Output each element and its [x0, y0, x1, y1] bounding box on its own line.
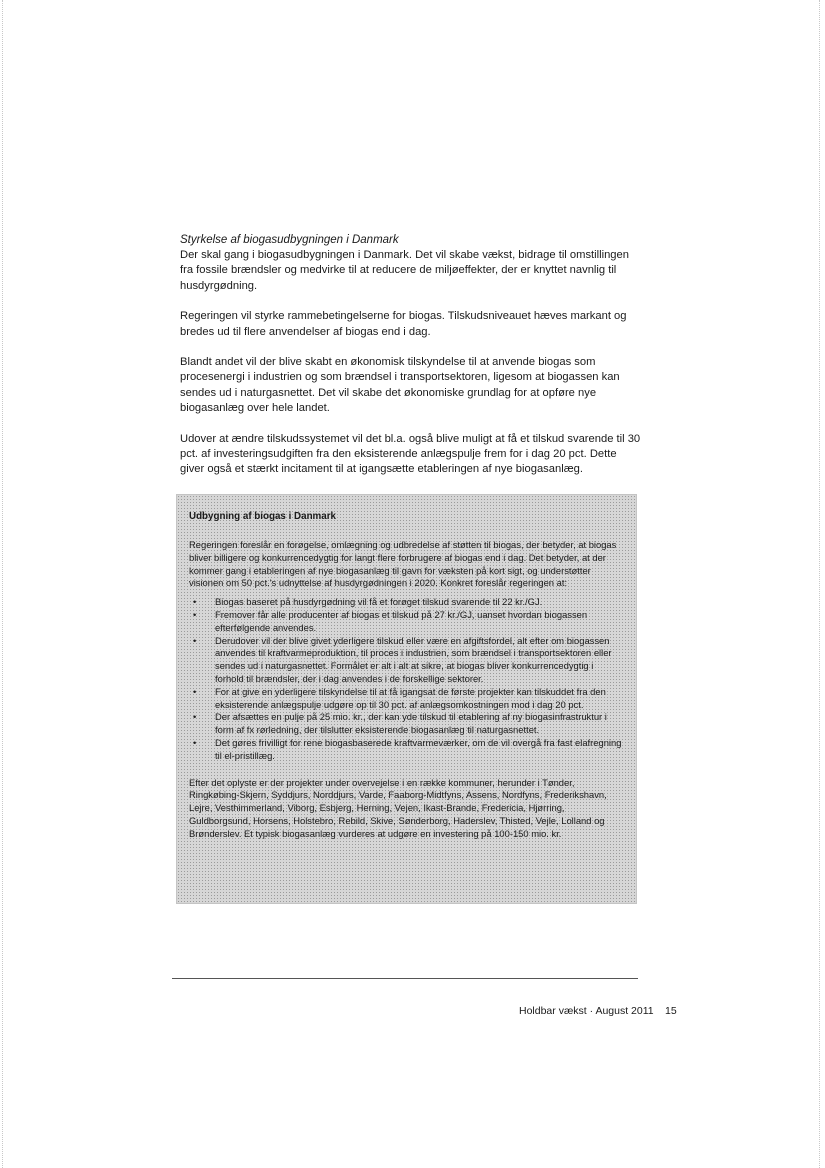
list-item-text: Der afsættes en pulje på 25 mio. kr., der kan yde tilskud til etablering af ny biogasinfrastruktur i form af fx rørledning, der tilslutter eksisterende biogasanlæg til naturgasnettet.: [215, 711, 607, 736]
scan-right-edge: [819, 0, 820, 1168]
list-item: [189, 609, 624, 635]
info-box-intro: Regeringen foreslår en forøgelse, omlægning og udbredelse af støtten til biogas, der betyder, at biogas bliver billigere og konkurrencedygtig for langt flere forbrugere af biogas end i dag. Det betyder, at der kommer gang i etableringen af nye biogasanlæg til gavn for væksten på kort sigt, og understøtter visionen om 50 pct.'s udnyttelse af husdyrgødningen i 2020. Konkret foreslår regeringen at:: [189, 539, 617, 589]
bullet-icon: •: [193, 736, 197, 748]
info-box-title: Udbygning af biogas i Danmark: [189, 511, 336, 522]
section-paragraph-2: Regeringen vil styrke rammebetingelserne for biogas. Tilskudsniveauet hæves markant og bredes ud til flere anvendelser af biogas end i dag.: [180, 310, 627, 338]
list-item-text: For at give en yderligere tilskyndelse til at få igangsat de første projekter kan tilskuddet fra den eksisterende anlægspulje udgøre op til 30 pct. af anlægsomkostningen mod i dag 20 pct.: [215, 685, 606, 710]
list-item: [189, 635, 624, 686]
info-box-bullet-list: [189, 596, 624, 762]
list-item-text: Derudover vil der blive givet yderligere tilskud eller være en afgiftsfordel, alt efter om biogassen anvendes til kraftvarmeproduktion, til proces i industrien, som brændsel i transportsektoren eller sendes ud i naturgasnettet. Formålet er alt i alt at sikre, at biogas bliver konkurrencedygtig i forhold til brændsler, der i dag anvendes i de forskellige sektorer.: [215, 634, 612, 684]
section-title: Styrkelse af biogasudbygningen i Danmark: [180, 234, 399, 246]
bullet-icon: •: [193, 608, 197, 620]
list-item: [189, 737, 624, 763]
list-item-text: Det gøres frivilligt for rene biogasbaserede kraftvarmeværker, om de vil overgå fra fast elafregning til el-pristillæg.: [215, 736, 622, 761]
info-box: [176, 494, 637, 904]
section-paragraph-3: Blandt andet vil der blive skabt en økonomisk tilskyndelse til at anvende biogas som procesenergi i industrien og som brændsel i transportsektoren, ligesom at biogassen kan sendes ud i naturgasnettet. Det vil skabe det økonomiske grundlag for at opføre nye biogasanlæg over hele landet.: [180, 356, 620, 415]
list-item: [189, 596, 624, 609]
bullet-icon: •: [193, 685, 197, 697]
section-content: [180, 232, 642, 493]
bullet-icon: •: [193, 711, 197, 723]
footer-divider: [172, 978, 638, 979]
section-paragraph-4: Udover at ændre tilskudssystemet vil det bl.a. også blive muligt at få et tilskud svarende til 30 pct. af investeringsudgiften fra den eksisterende anlægspulje frem for i dag 20 pct. Dette giver også et stærkt incitament til at igangsætte etableringen af nye biogasanlæg.: [180, 432, 641, 476]
list-item: [189, 711, 624, 737]
list-item-text: Biogas baseret på husdyrgødning vil få et forøget tilskud svarende til 22 kr./GJ.: [215, 596, 543, 608]
list-item-text: Fremover får alle producenter af biogas et tilskud på 27 kr./GJ, uanset hvordan biogassen efterfølgende anvendes.: [215, 608, 588, 633]
scan-left-edge: [2, 0, 3, 1168]
footer-title: Holdbar vækst · August 2011: [519, 1005, 654, 1017]
bullet-icon: •: [193, 596, 197, 608]
info-box-closing: Efter det oplyste er der projekter under overvejelse i en række kommuner, herunder i Tønder, Ringkøbing-Skjern, Syddjurs, Norddjurs, Varde, Faaborg-Midtfyns, Assens, Nordfyns, Frederikshavn, Lejre, Vesthimmerland, Viborg, Esbjerg, Herning, Vejen, Ikast-Brande, Fredericia, Hjørring, Guldborgsund, Horsens, Holstebro, Rebild, Skive, Sønderborg, Haderslev, Thisted, Vejle, Lolland og Brønderslev. Et typisk biogasanlæg vurderes at udgøre en investering på 100-150 mio. kr.: [189, 776, 607, 839]
page-number: 15: [665, 1005, 677, 1017]
bullet-icon: •: [193, 634, 197, 646]
section-paragraph-1: Der skal gang i biogasudbygningen i Danmark. Det vil skabe vækst, bidrage til omstillingen fra fossile brændsler og medvirke til at reducere de miljøeffekter, der er knyttet navnlig til husdyrgødning.: [180, 249, 629, 292]
list-item: [189, 686, 624, 712]
